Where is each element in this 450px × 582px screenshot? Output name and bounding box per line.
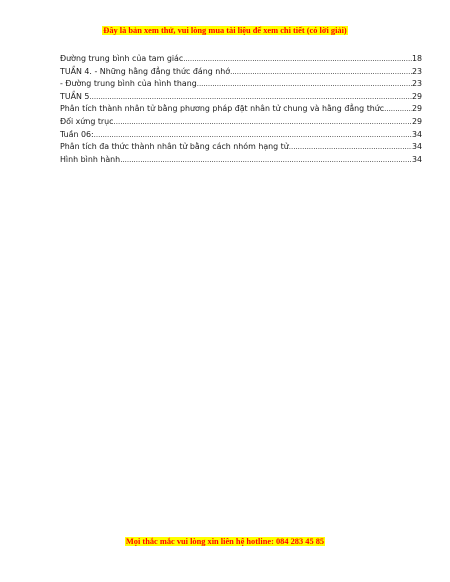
toc-entry[interactable] (60, 78, 422, 91)
toc-dot-leader (384, 103, 412, 116)
toc-entry-title: TUẦN 5 (60, 91, 90, 101)
toc-entry-title: Tuần 06: (60, 129, 94, 139)
toc-entry-title: Phân tích đa thức thành nhân tử bằng cách nhóm hạng tử (60, 142, 289, 152)
hotline-footer-banner (0, 536, 450, 547)
toc-entry[interactable] (60, 66, 422, 79)
toc-dot-leader (197, 78, 412, 91)
toc-dot-leader (120, 154, 412, 167)
toc-dot-leader (230, 66, 412, 79)
toc-dot-leader (289, 141, 412, 154)
toc-entry-page: 29 (411, 91, 422, 101)
toc-entry-page: 18 (411, 54, 422, 63)
preview-notice-text: Đây là bản xem thử, vui lòng mua tài liệu để xem chi tiết (có lời giải) (103, 26, 347, 35)
toc-entry[interactable] (60, 116, 422, 129)
toc-dot-leader (183, 53, 412, 66)
toc-entry-title: Đối xứng trục (60, 116, 114, 126)
toc-entry-title: - Đường trung bình của hình thang (60, 79, 197, 89)
toc-dot-leader (114, 116, 412, 129)
toc-entry-title: TUẦN 4. - Những hằng đẳng thức đáng nhớ (60, 66, 231, 76)
toc-dot-leader (89, 91, 412, 104)
hotline-notice-text: Mọi thắc mắc vui lòng xin liên hệ hotline: 084 283 45 85 (125, 537, 325, 546)
toc-entry[interactable] (60, 91, 422, 104)
toc-entry-page: 34 (411, 154, 422, 164)
table-of-contents (60, 53, 422, 166)
toc-entry-title: Đường trung bình của tam giác (60, 54, 184, 63)
toc-entry-page: 34 (411, 142, 422, 152)
toc-entry[interactable] (60, 154, 422, 167)
toc-entry-page: 34 (411, 129, 422, 139)
toc-entry-page: 23 (411, 66, 422, 76)
toc-dot-leader (94, 129, 412, 142)
toc-entry-page: 29 (411, 116, 422, 126)
preview-notice-banner (0, 25, 450, 36)
toc-entry-page: 29 (411, 104, 422, 114)
toc-entry[interactable] (60, 129, 422, 142)
toc-entry[interactable] (60, 53, 422, 66)
toc-entry[interactable] (60, 103, 422, 116)
toc-entry[interactable] (60, 141, 422, 154)
toc-entry-page: 23 (411, 79, 422, 89)
toc-entry-title: Hình bình hành (60, 154, 121, 164)
toc-entry-title: Phân tích thành nhân tử bằng phương pháp đặt nhân tử chung và hằng đẳng thức (60, 104, 385, 114)
